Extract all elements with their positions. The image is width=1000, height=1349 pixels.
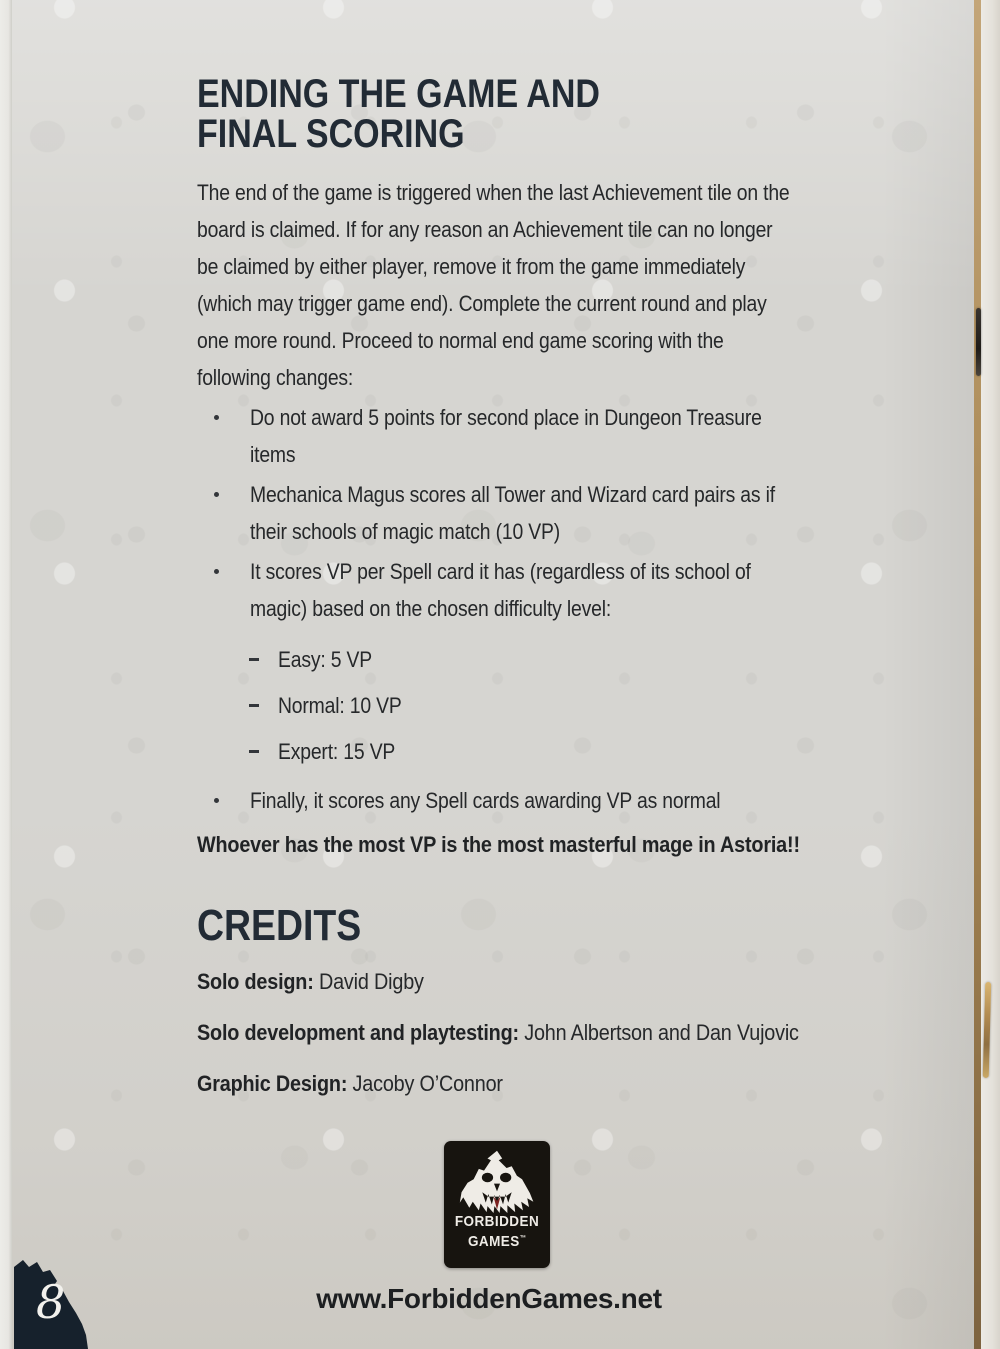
credit-value: David Digby [318,969,424,994]
credits-title: CREDITS [197,901,362,950]
trademark-symbol: ™ [519,1235,527,1242]
difficulty-vp-list [197,641,857,770]
bullet-text: Do not award 5 points for second place in Dungeon Treasure items [250,405,762,467]
section-credits [197,903,897,1102]
list-item [197,782,857,819]
credit-label: Solo development and playtesting: [197,1020,519,1045]
section-title-line2: FINAL SCORING [197,112,465,156]
sub-bullet-text: Easy: 5 VP [278,647,373,672]
bullet-dot-icon [214,798,219,803]
logo-text-line1: FORBIDDEN [454,1213,540,1230]
sub-bullet-text: Normal: 10 VP [278,693,402,718]
credit-line [197,1065,827,1102]
bullet-text: Mechanica Magus scores all Tower and Wizard card pairs as if their schools of magic match (10 VP) [250,482,775,544]
list-item [197,553,857,627]
scoring-changes-list [197,399,857,627]
credit-value: Jacoby O’Connor [352,1071,503,1096]
logo-text-line2: GAMES™ [467,1233,527,1250]
page-number-corner [14,1253,110,1349]
credit-label: Graphic Design: [197,1071,348,1096]
dash-bullet-icon [249,704,259,707]
next-page-strip [981,0,1000,1349]
website-url: www.ForbiddenGames.net [316,1283,662,1314]
list-item [197,399,857,473]
forbidden-games-logo [444,1141,550,1268]
dash-bullet-icon [249,658,259,661]
staple-top [976,308,981,376]
list-item [197,733,857,770]
bullet-dot-icon [214,415,219,420]
bullet-text: Finally, it scores any Spell cards awarding VP as normal [250,788,721,813]
credit-line [197,1014,827,1051]
list-item [197,641,857,678]
page-right-edge [974,0,981,1349]
page-left-edge [0,0,12,1349]
final-bullet-list [197,782,857,819]
section-title-line1: ENDING THE GAME AND [197,72,600,116]
list-item [197,476,857,550]
bullet-dot-icon [214,569,219,574]
page-number: 8 [36,1275,66,1329]
credit-label: Solo design: [197,969,314,994]
sub-bullet-text: Expert: 15 VP [278,739,396,764]
credit-value: John Albertson and Dan Vujovic [524,1020,799,1045]
mountain-skull-icon [453,1149,541,1213]
credit-line [197,963,827,1000]
dash-bullet-icon [249,750,259,753]
intro-paragraph: The end of the game is triggered when the last Achievement tile on the board is claimed. If for any reason an Achievement tile can no longer be claimed by either player, remove it from the game immediately (which may trigger game end). Complete the current round and play one more round. Proceed to normal end game scoring with the following changes: [197,180,790,390]
conclusion-line: Whoever has the most VP is the most masterful mage in Astoria!! [197,832,800,857]
list-item [197,687,857,724]
section-ending-the-game [197,74,857,863]
bullet-dot-icon [214,492,219,497]
bullet-text: It scores VP per Spell card it has (regardless of its school of magic) based on the chosen difficulty level: [250,559,751,621]
